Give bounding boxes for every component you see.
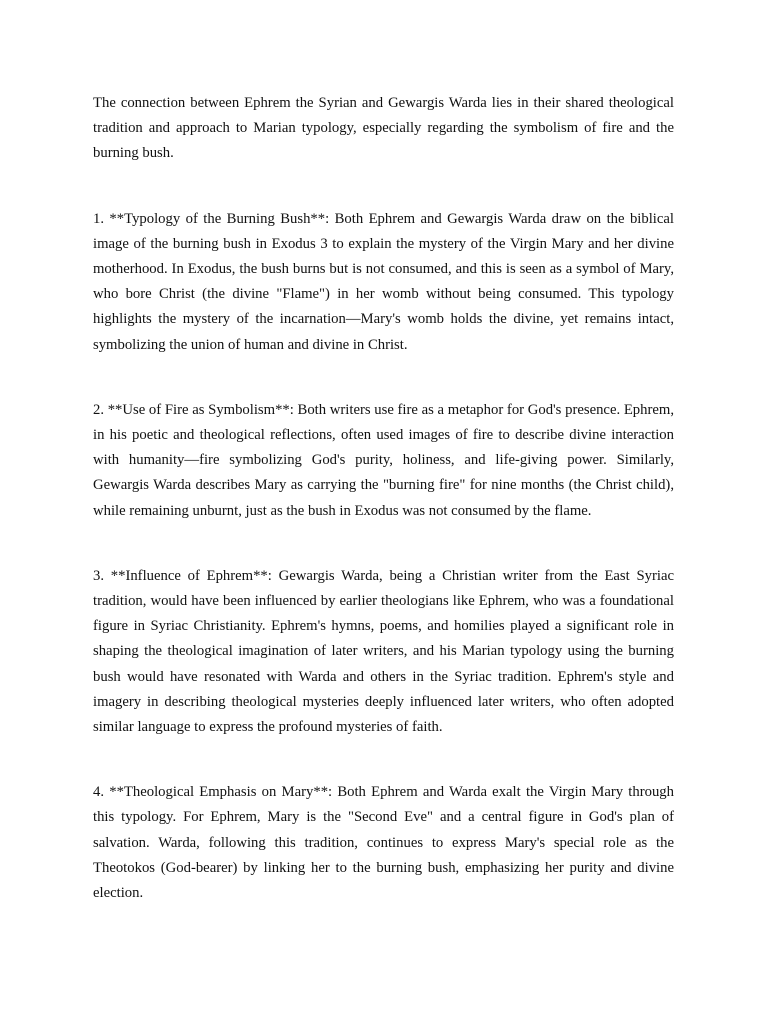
point-4-paragraph: 4. **Theological Emphasis on Mary**: Both Ephrem and Warda exalt the Virgin Mary through this typology. For Ephrem, Mary is the "Second Eve" and a central figure in God's plan of salvation. Warda, following this tradition, continues to express Mary's special role as the Theotokos (God-bearer) by linking her to the burning bush, emphasizing her purity and divine election. [93, 784, 674, 902]
document-body [93, 91, 674, 906]
point-1-paragraph: 1. **Typology of the Burning Bush**: Both Ephrem and Gewargis Warda draw on the biblical image of the burning bush in Exodus 3 to explain the mystery of the Virgin Mary and her divine motherhood. In Exodus, the bush burns but is not consumed, and this is seen as a symbol of Mary, who bore Christ (the divine "Flame") in her womb without being consumed. This typology highlights the mystery of the incarnation—Mary's womb holds the divine, yet remains intact, symbolizing the union of human and divine in Christ. [93, 210, 674, 353]
intro-paragraph: The connection between Ephrem the Syrian and Gewargis Warda lies in their shared theological tradition and approach to Marian typology, especially regarding the symbolism of fire and the burning bush. [93, 95, 674, 162]
point-3-paragraph: 3. **Influence of Ephrem**: Gewargis Warda, being a Christian writer from the East Syriac tradition, would have been influenced by earlier theologians like Ephrem, who was a foundational figure in Syriac Christianity. Ephrem's hymns, poems, and homilies played a significant role in shaping the theological imagination of later writers, and his Marian typology using the burning bush would have resonated with Warda and others in the Syriac tradition. Ephrem's style and imagery in describing theological mysteries deeply influenced later writers, who often adopted similar language to express the profound mysteries of faith. [93, 567, 674, 736]
point-2-paragraph: 2. **Use of Fire as Symbolism**: Both writers use fire as a metaphor for God's presence. Ephrem, in his poetic and theological reflections, often used images of fire to describe divine interaction with humanity—fire symbolizing God's purity, holiness, and life-giving power. Similarly, Gewargis Warda describes Mary as carrying the "burning fire" for nine months (the Christ child), while remaining unburnt, just as the bush in Exodus was not consumed by the flame. [93, 401, 674, 519]
